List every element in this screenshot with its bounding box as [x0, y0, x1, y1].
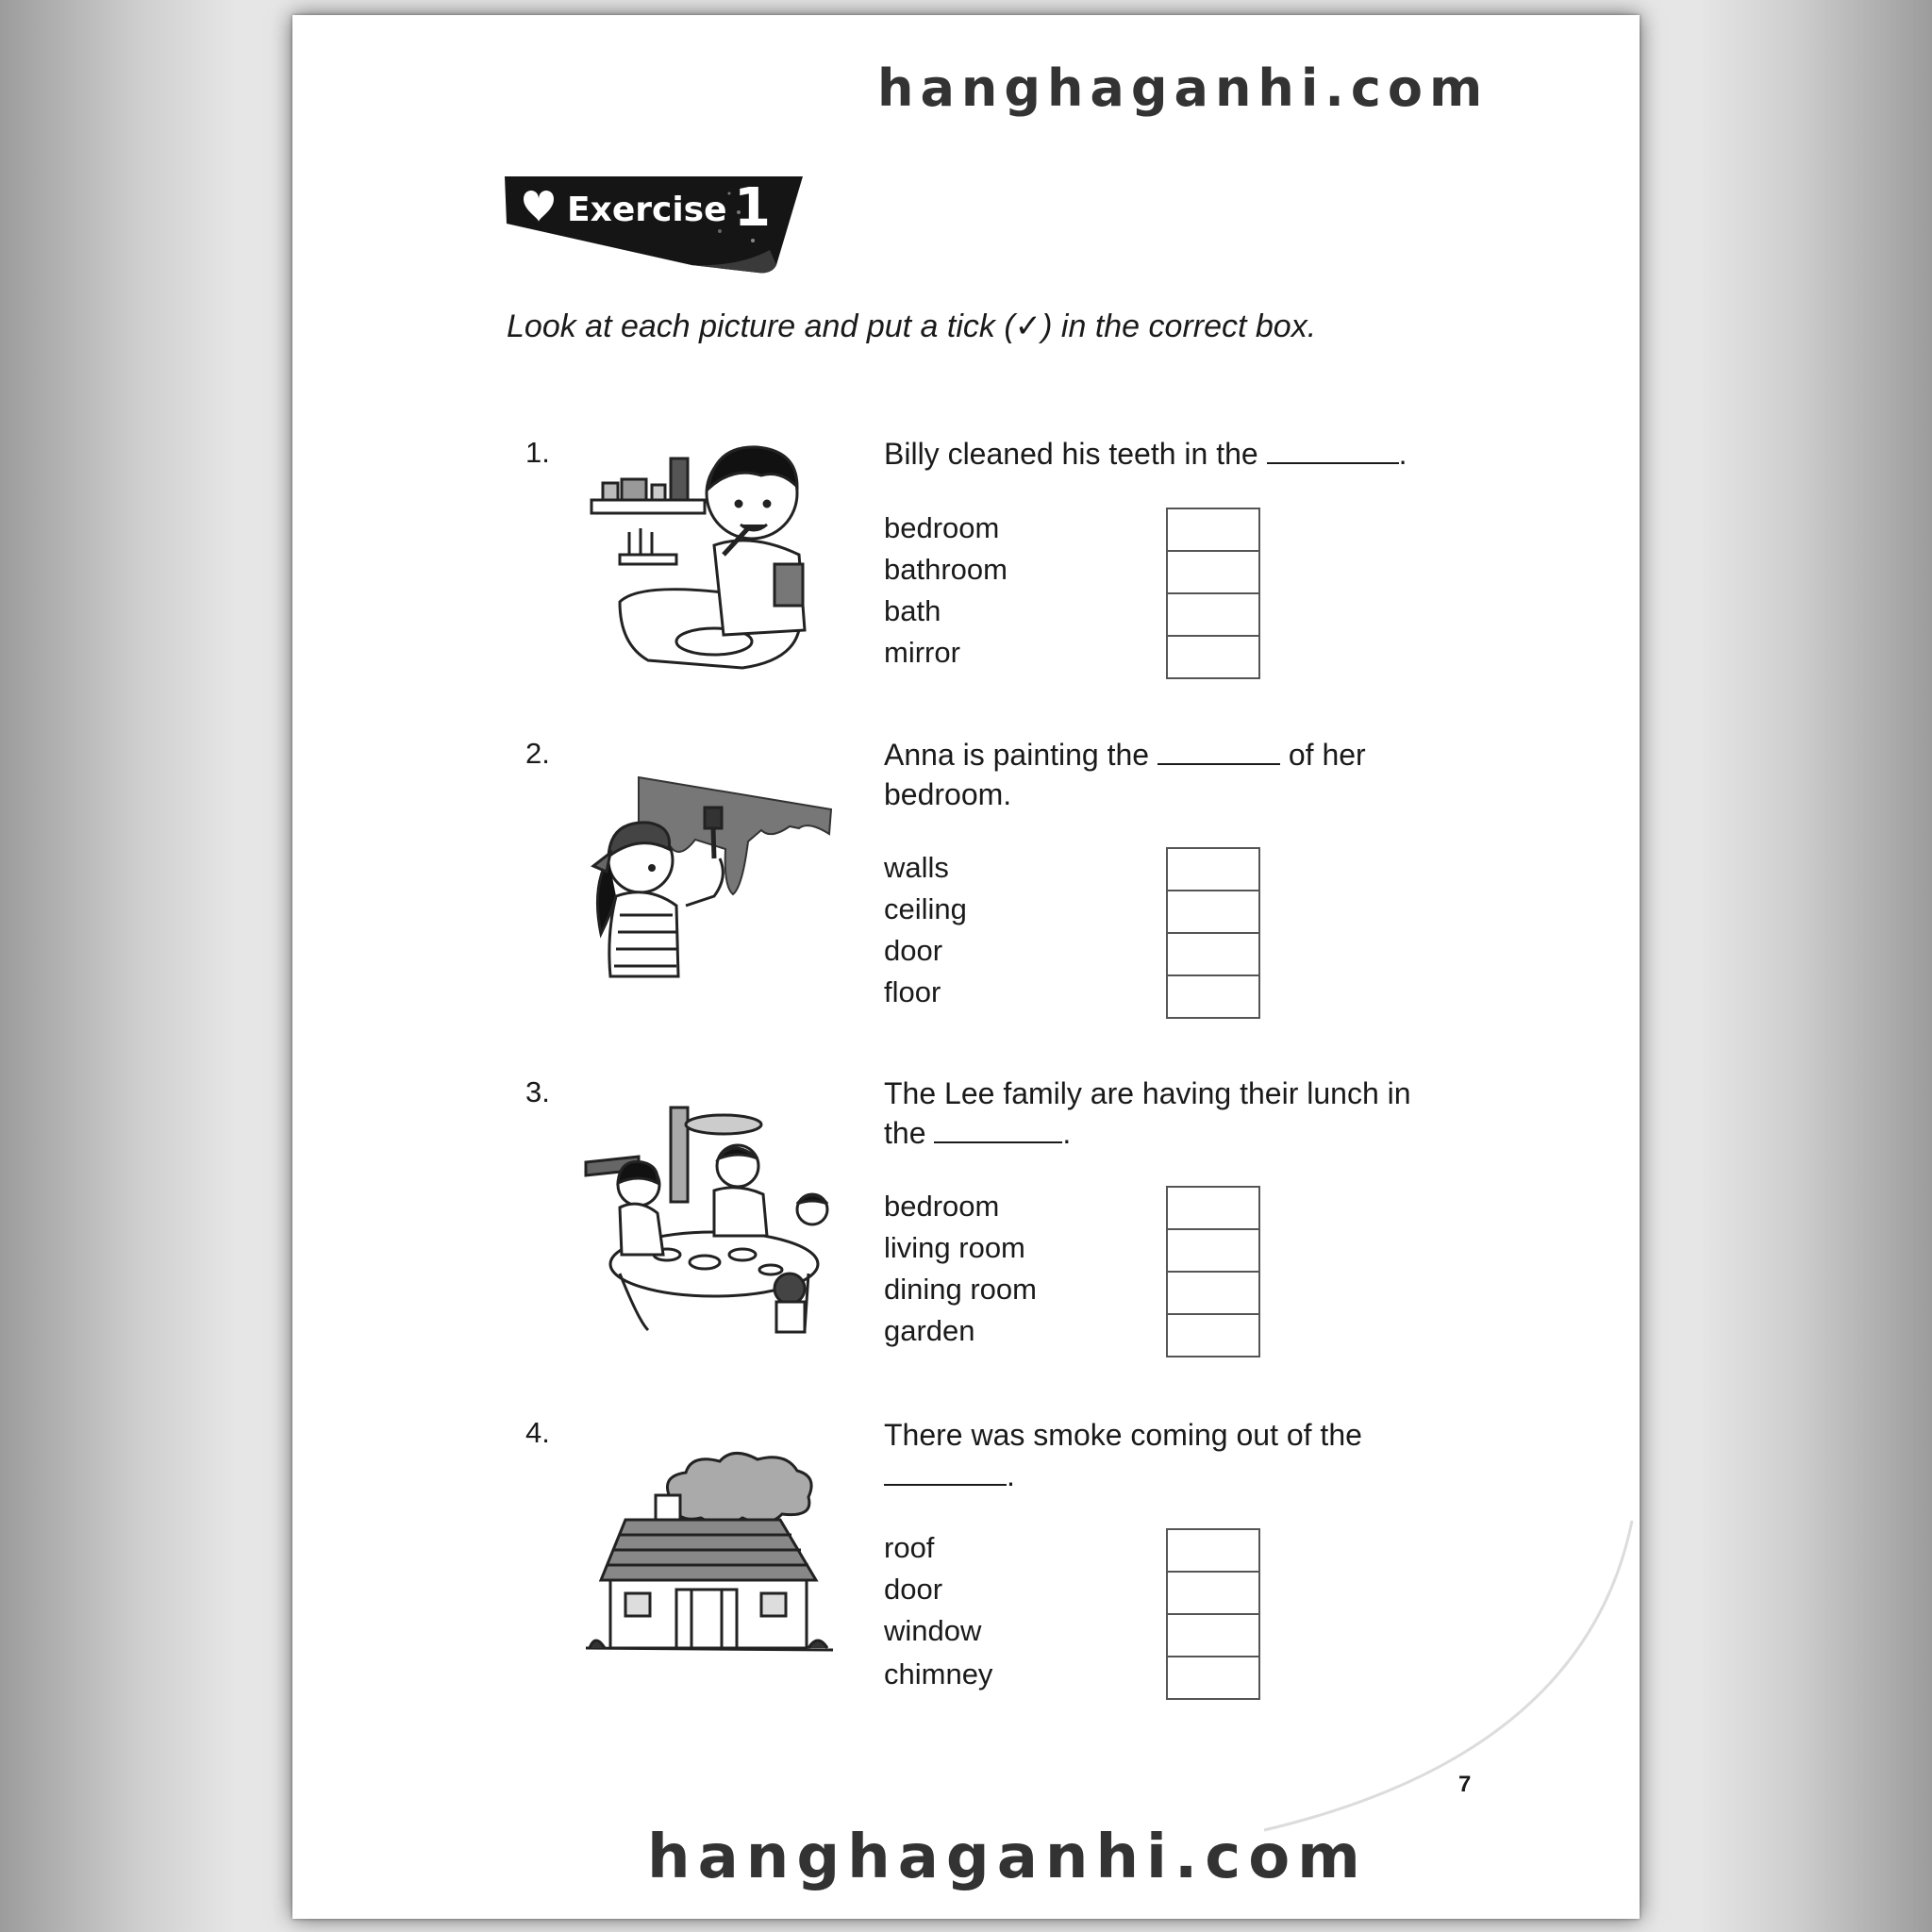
option-4-d: chimney — [884, 1657, 993, 1690]
option-2-c: door — [884, 934, 943, 967]
question-number-1: 1. — [525, 436, 550, 469]
tick-box-2-a[interactable] — [1166, 847, 1260, 890]
option-2-b: ceiling — [884, 892, 967, 925]
family-lunch-picture — [582, 1104, 835, 1340]
question-number-4: 4. — [525, 1416, 550, 1449]
tick-box-3-b[interactable] — [1166, 1228, 1260, 1271]
tick-box-2-d[interactable] — [1166, 974, 1260, 1019]
tick-box-1-d[interactable] — [1166, 635, 1260, 679]
tick-box-2-c[interactable] — [1166, 932, 1260, 974]
tick-boxes-3 — [1166, 1186, 1260, 1357]
option-4-c: window — [884, 1614, 982, 1647]
instructions: Look at each picture and put a tick (✓) in the correct box. — [507, 308, 1317, 344]
tick-boxes-2 — [1166, 847, 1260, 1019]
question-text-4: There was smoke coming out of the — [884, 1418, 1362, 1452]
tick-box-1-b[interactable] — [1166, 550, 1260, 592]
tick-box-3-d[interactable] — [1166, 1313, 1260, 1357]
watermark-top: hanghaganhi.com — [877, 58, 1490, 118]
option-3-c: dining room — [884, 1273, 1037, 1306]
question-text-1: Billy cleaned his teeth in the . — [884, 437, 1407, 471]
answer-blank-1 — [1267, 438, 1399, 464]
option-4-a: roof — [884, 1531, 935, 1564]
question-number-3: 3. — [525, 1075, 550, 1108]
question-text-4-line2: . — [884, 1456, 1015, 1495]
girl-painting-picture — [582, 774, 835, 986]
page-number: 7 — [1458, 1772, 1472, 1797]
tick-box-1-a[interactable] — [1166, 508, 1260, 550]
watermark-bottom: hanghaganhi.com — [647, 1823, 1368, 1892]
page-curve-mark — [1226, 1509, 1641, 1849]
option-1-d: mirror — [884, 636, 960, 669]
tick-box-3-a[interactable] — [1166, 1186, 1260, 1228]
exercise-number: 1 — [734, 177, 771, 239]
tick-box-1-c[interactable] — [1166, 592, 1260, 635]
option-1-b: bathroom — [884, 553, 1008, 586]
tick-box-3-c[interactable] — [1166, 1271, 1260, 1313]
option-3-b: living room — [884, 1231, 1025, 1264]
option-2-d: floor — [884, 975, 941, 1008]
boy-brushing-teeth-picture — [582, 441, 835, 677]
question-text-2-line2: bedroom. — [884, 777, 1012, 811]
option-3-d: garden — [884, 1314, 975, 1347]
option-1-a: bedroom — [884, 511, 1000, 544]
question-number-2: 2. — [525, 737, 550, 770]
answer-blank-3 — [934, 1117, 1062, 1143]
exercise-title: Exercise — [567, 191, 727, 229]
option-2-a: walls — [884, 851, 949, 884]
option-1-c: bath — [884, 594, 941, 627]
tick-box-2-b[interactable] — [1166, 890, 1260, 932]
answer-blank-4 — [884, 1459, 1007, 1486]
question-text-2: Anna is painting the of her — [884, 738, 1366, 772]
tick-boxes-1 — [1166, 508, 1260, 679]
option-4-b: door — [884, 1573, 943, 1606]
answer-blank-2 — [1158, 739, 1280, 765]
question-text-3-line2: the . — [884, 1116, 1072, 1150]
house-with-smoke-picture — [582, 1448, 837, 1665]
question-text-3: The Lee family are having their lunch in — [884, 1076, 1411, 1110]
option-3-a: bedroom — [884, 1190, 1000, 1223]
